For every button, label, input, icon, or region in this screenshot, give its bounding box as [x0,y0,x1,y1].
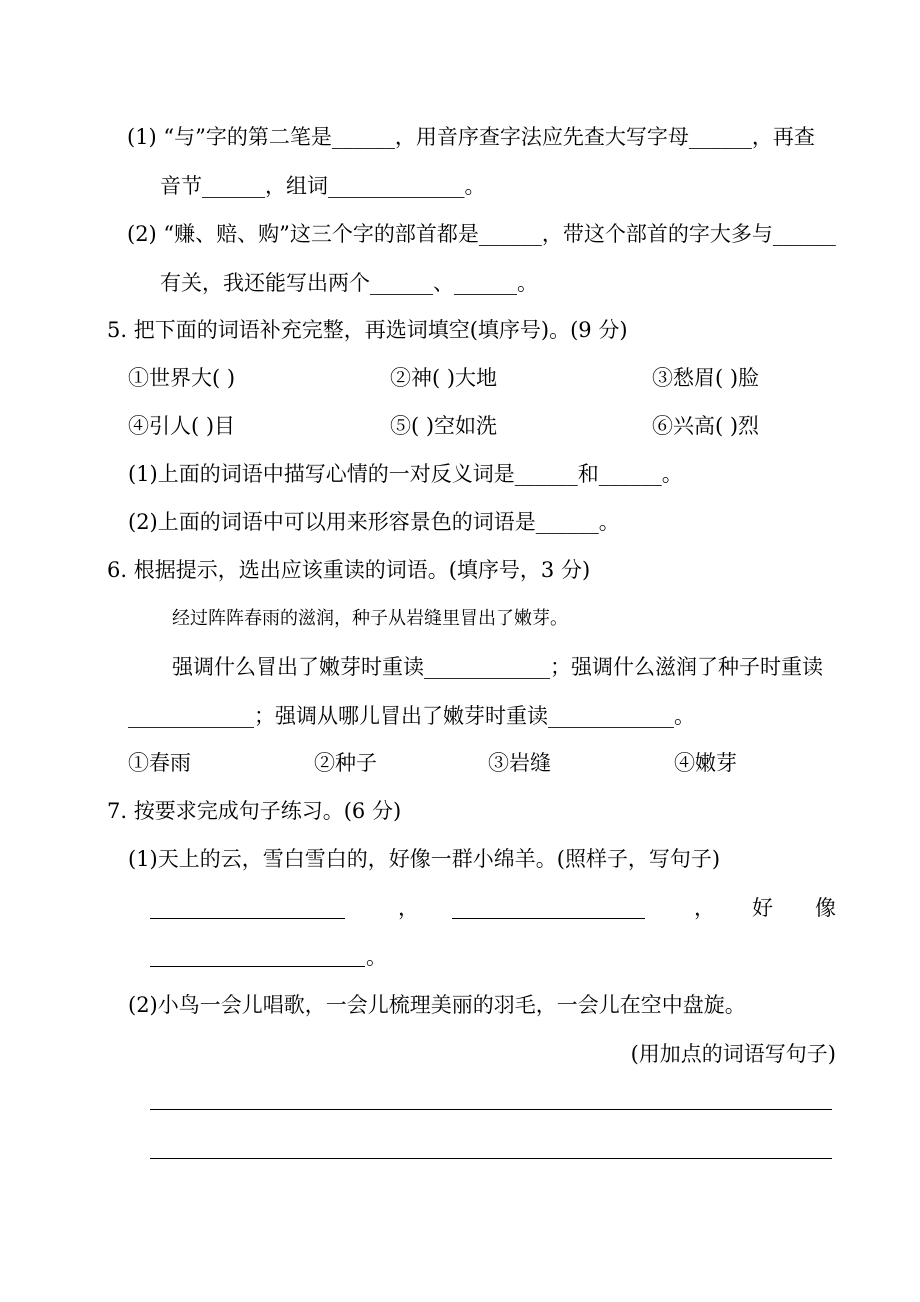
q7-sub1-word-2: 像 [815,896,836,920]
q6-option-2: ②种子 [314,751,377,775]
q7-sub2-note: (用加点的词语写句子) [630,1042,836,1066]
q6-line2: ____________；强调从哪儿冒出了嫩芽时重读____________。 [128,704,695,728]
q7-sub2: (2)小鸟一会儿唱歌，一会儿梳理美丽的羽毛，一会儿在空中盘旋。 [128,993,746,1017]
q7-sub1-word-1: 好 [752,896,773,920]
q4-sub1-line2: 音节______，组词_____________。 [160,174,486,198]
q6-option-1: ①春雨 [128,751,191,775]
q5-sub1: (1)上面的词语中描写心情的一对反义词是______和______。 [128,462,683,486]
q6-option-3: ③岩缝 [488,751,551,775]
q7-sub1-comma-1: ， [398,896,419,920]
q4-sub2-line1: (2) “赚、赔、购”这三个字的部首都是______，带这个部首的字大多与______ [127,222,836,246]
q7-sub1-blank-3[interactable] [150,966,365,967]
q7-sub1-end: 。 [366,945,387,969]
q7-title: 7. 按要求完成句子练习。(6 分) [107,799,402,823]
q5-title: 5. 把下面的词语补充完整，再选词填空(填序号)。(9 分) [107,318,628,342]
q6-title: 6. 根据提示，选出应该重读的词语。(填序号，3 分) [107,558,591,582]
q6-line1: 强调什么冒出了嫩芽时重读____________；强调什么滋润了种子时重读 [172,655,823,679]
q7-sub1: (1)天上的云，雪白雪白的，好像一群小绵羊。(照样子，写句子) [128,847,721,871]
q6-sentence: 经过阵阵春雨的滋润，种子从岩缝里冒出了嫩芽。 [172,608,568,629]
q6-option-4: ④嫩芽 [674,751,737,775]
q7-sub1-comma-2: ， [694,896,715,920]
q5-option-5: ⑤( )空如洗 [390,414,498,438]
q7-sub1-blank-2[interactable] [452,918,645,919]
q5-option-4: ④引人( )目 [128,414,236,438]
q7-sub2-answer-line-2[interactable] [150,1158,832,1159]
q4-sub1-line1: (1) “与”字的第二笔是______，用音序查字法应先查大写字母______，再查 [127,125,815,149]
q5-option-1: ①世界大( ) [128,366,236,390]
q5-sub2: (2)上面的词语中可以用来形容景色的词语是______。 [128,510,620,534]
q5-option-3: ③愁眉( )脸 [652,366,760,390]
q5-option-2: ②神( )大地 [390,366,498,390]
q4-sub2-line2: 有关，我还能写出两个______、______。 [160,271,538,295]
q5-option-6: ⑥兴高( )烈 [652,414,760,438]
q7-sub1-blank-1[interactable] [150,918,345,919]
q7-sub2-answer-line-1[interactable] [150,1109,832,1110]
